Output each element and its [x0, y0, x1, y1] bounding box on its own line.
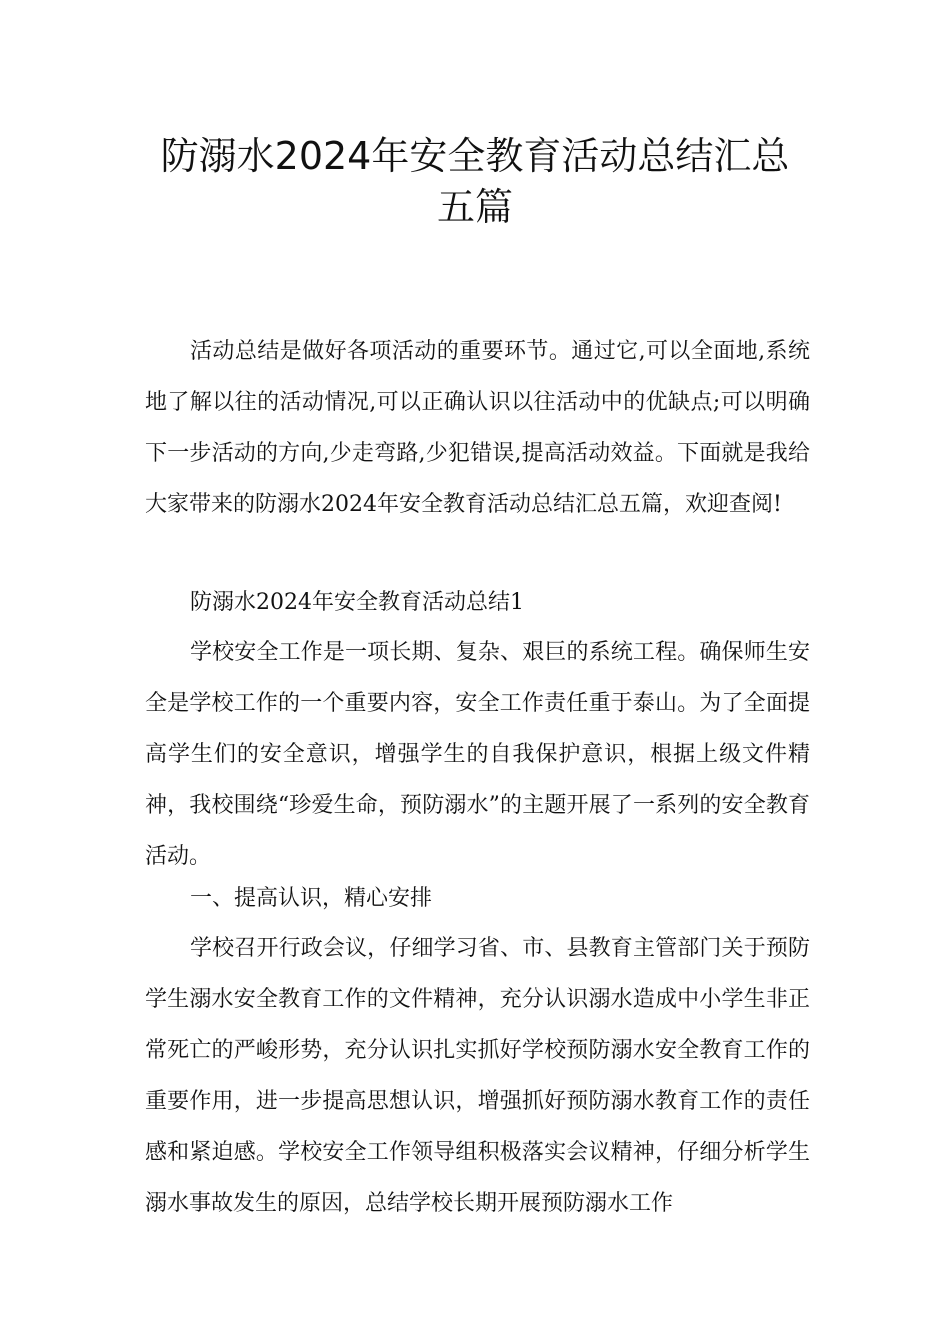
intro-paragraph: 活动总结是做好各项活动的重要环节。通过它,可以全面地,系统地了解以往的活动情况,可以正确认识以往活动中的优缺点;可以明确下一步活动的方向,少走弯路,少犯错误,提高活动效益。下面就是我给大家带来的防溺水2024年安全教育活动总结汇总五篇，欢迎查阅! — [145, 339, 810, 517]
body-paragraph-2: 学校召开行政会议，仔细学习省、市、县教育主管部门关于预防学生溺水安全教育工作的文件精神，充分认识溺水造成中小学生非正常死亡的严峻形势，充分认识扎实抓好学校预防溺水安全教育工作的重要作用，进一步提高思想认识，增强抓好预防溺水教育工作的责任感和紧迫感。学校安全工作领导组积极落实会议精神，仔细分析学生溺水事故发生的原因，总结学校长期开展预防溺水工作 — [145, 936, 810, 1216]
subheading: 一、提高认识，精心安排 — [190, 886, 433, 911]
document-title-line1: 防溺水2024年安全教育活动总结汇总 — [160, 134, 790, 178]
body-paragraph-1: 学校安全工作是一项长期、复杂、艰巨的系统工程。确保师生安全是学校工作的一个重要内容，安全工作责任重于泰山。为了全面提高学生们的安全意识，增强学生的自我保护意识，根据上级文件精神，我校围绕“珍爱生命，预防溺水”的主题开展了一系列的安全教育活动。 — [145, 640, 810, 869]
document-title-line2: 五篇 — [436, 185, 513, 229]
section-heading: 防溺水2024年安全教育活动总结1 — [190, 590, 524, 615]
